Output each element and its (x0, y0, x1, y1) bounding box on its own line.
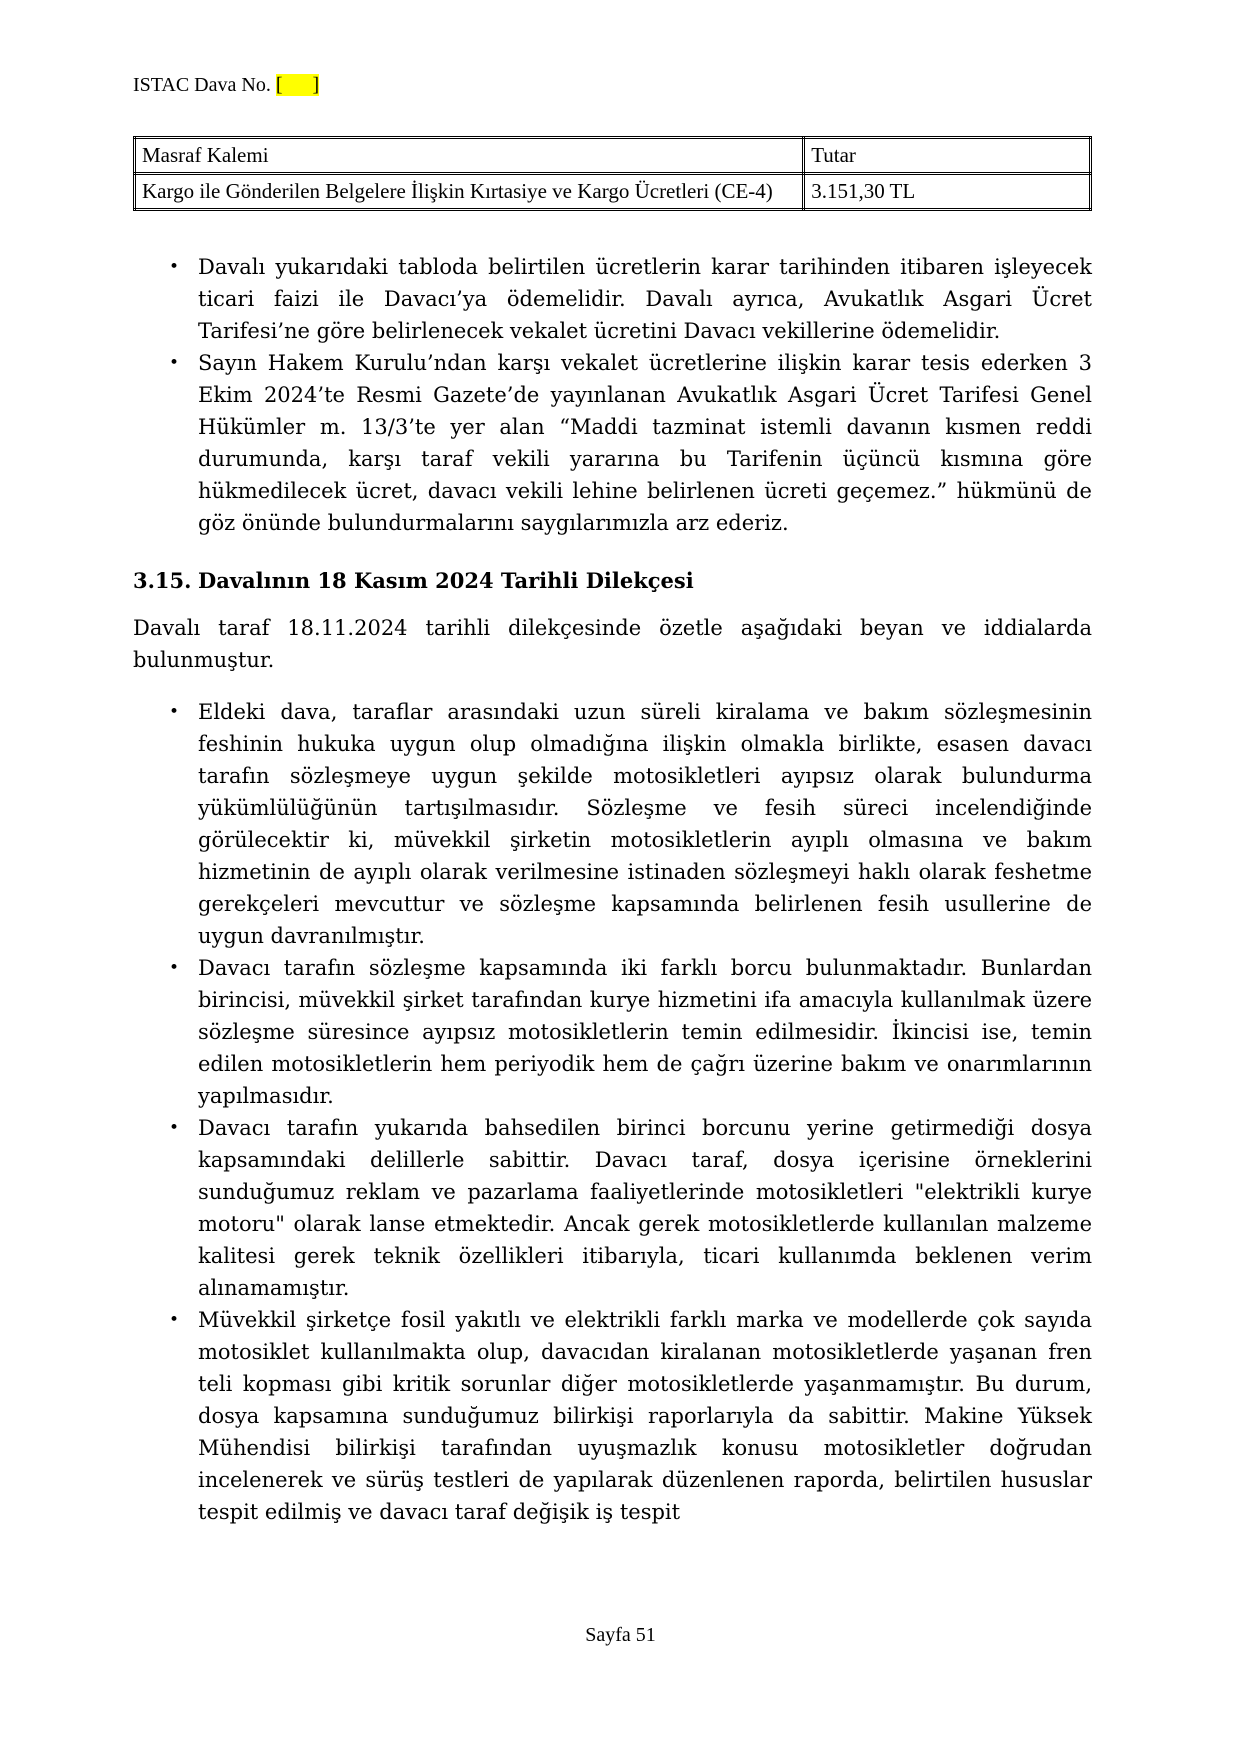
bullet-icon: • (169, 1118, 180, 1138)
list-item (133, 1112, 1092, 1304)
bullet-icon: • (169, 353, 180, 373)
list-item (133, 696, 1092, 952)
page-number: Sayfa 51 (585, 1624, 656, 1646)
cost-table-header-item: Masraf Kalemi (135, 138, 804, 174)
intro-paragraph: Davalı taraf 18.11.2024 tarihli dilekçesinde özetle aşağıdaki beyan ve iddialarda bulunmuştur. (133, 616, 1092, 672)
bullet-icon: • (169, 702, 180, 722)
document-content (133, 0, 1092, 1528)
bullet-icon: • (169, 958, 180, 978)
case-number-header (133, 0, 1092, 98)
case-number-redaction: [ ] (275, 74, 320, 96)
list-item (133, 251, 1092, 347)
cost-table-header-amount: Tutar (804, 138, 1091, 174)
list-item-text: Davacı tarafın yukarıda bahsedilen birinci borcunu yerine getirmediği dosya kapsamındaki delillerle sabittir. Davacı taraf, dosya içerisine örneklerini sunduğumuz reklam ve pazarlama faaliyetlerinde motosikletleri "elektrikli kurye motoru" olarak lanse etmektedir. Ancak gerek motosikletlerde kullanılan malzeme kalitesi gerek teknik özellikleri itibarıyla, ticari kullanımda beklenen verim alınamamıştır. (198, 1116, 1092, 1300)
section-title: Davalının 18 Kasım 2024 Tarihli Dilekçesi (198, 568, 694, 593)
cost-table (133, 136, 1092, 211)
bullet-list-costs (133, 251, 1092, 539)
list-item (133, 347, 1092, 539)
case-number-label: ISTAC Dava No. (133, 74, 276, 96)
cost-amount-cell: 3.151,30 TL (804, 174, 1091, 210)
section-number: 3.15. (133, 568, 192, 593)
section-heading (133, 565, 1092, 596)
list-item (133, 1304, 1092, 1528)
bullet-list-section (133, 696, 1092, 1528)
list-item-text: Müvekkil şirketçe fosil yakıtlı ve elektrikli farklı marka ve modellerde çok sayıda motosiklet kullanılmakta olup, davacıdan kiralanan motosikletlerde yaşanan fren teli kopması gibi kritik sorunlar diğer motosikletlerde yaşanmamıştır. Bu durum, dosya kapsamına sunduğumuz bilirkişi raporlarıyla da sabittir. Makine Yüksek Mühendisi bilirkişi tarafından uyuşmazlık konusu motosikletler doğrudan incelenerek ve sürüş testleri de yapılarak düzenlenen raporda, belirtilen hususlar tespit edilmiş ve davacı taraf değişik iş tespit (198, 1308, 1092, 1524)
list-item-text: Sayın Hakem Kurulu’ndan karşı vekalet ücretlerine ilişkin karar tesis ederken 3 Ekim 2024’te Resmi Gazete’de yayınlanan Avukatlık Asgari Ücret Tarifesi Genel Hükümler m. 13/3’te yer alan “Maddi tazminat istemli davanın kısmen reddi durumunda, karşı taraf vekili yararına bu Tarifenin üçüncü kısmına göre hükmedilecek ücret, davacı vekili lehine belirlenen ücreti geçemez.” hükmünü de göz önünde bulundurmalarını saygılarımızla arz ederiz. (198, 351, 1092, 535)
list-item-text: Davacı tarafın sözleşme kapsamında iki farklı borcu bulunmaktadır. Bunlardan birincisi, müvekkil şirket tarafından kurye hizmetini ifa amacıyla kullanılmak üzere sözleşme süresince ayıpsız motosikletlerin temin edilmesidir. İkincisi ise, temin edilen motosikletlerin hem periyodik hem de çağrı üzerine bakım ve onarımlarının yapılmasıdır. (198, 956, 1092, 1108)
cost-table-header-row (135, 138, 1091, 174)
bullet-icon: • (169, 257, 180, 277)
list-item-text: Eldeki dava, taraflar arasındaki uzun süreli kiralama ve bakım sözleşmesinin feshinin hukuka uygun olup olmadığına ilişkin olmakla birlikte, esasen davacı tarafın sözleşmeye uygun şekilde motosikletleri ayıpsız olarak bulundurma yükümlülüğünün tartışılmasıdır. Sözleşme ve fesih süreci incelendiğinde görülecektir ki, müvekkil şirketin motosikletlerin ayıplı olmasına ve bakım hizmetinin de ayıplı olarak verilmesine istinaden sözleşmeyi haklı olarak feshetme gerekçeleri mevcuttur ve sözleşme kapsamında belirlenen fesih usullerine de uygun davranılmıştır. (198, 700, 1092, 948)
bullet-icon: • (169, 1310, 180, 1330)
list-item (133, 952, 1092, 1112)
list-item-text: Davalı yukarıdaki tabloda belirtilen ücretlerin karar tarihinden itibaren işleyecek ticari faizi ile Davacı’ya ödemelidir. Davalı ayrıca, Avukatlık Asgari Ücret Tarifesi’ne göre belirlenecek vekalet ücretini Davacı vekillerine ödemelidir. (198, 255, 1092, 343)
cost-item-cell: Kargo ile Gönderilen Belgelere İlişkin Kırtasiye ve Kargo Ücretleri (CE-4) (135, 174, 804, 210)
cost-table-row (135, 174, 1091, 210)
